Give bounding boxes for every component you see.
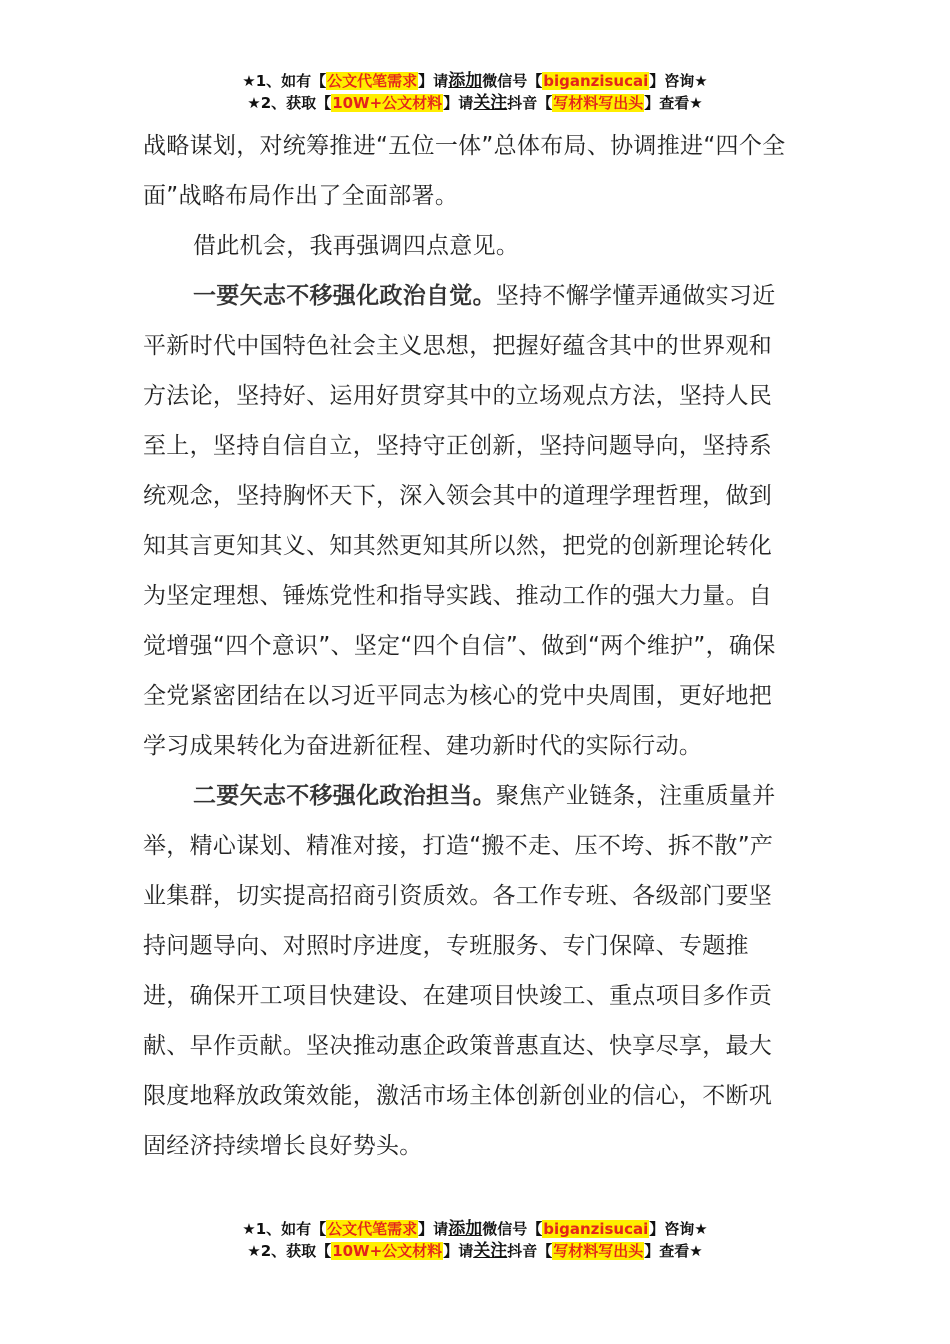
footer-highlight-service: 公文代笔需求 bbox=[327, 1220, 418, 1238]
footer-highlight-douyin: 写材料写出头 bbox=[553, 1242, 644, 1260]
footer-banner bbox=[0, 1218, 950, 1262]
paragraph-3-text: 坚持不懈学懂弄通做实习近平新时代中国特色社会主义思想，把握好蕴含其中的世界观和方法论，坚持好、运用好贯穿其中的立场观点方法，坚持人民至上，坚持自信自立，坚持守正创新，坚持问题导向，坚持系统观念，坚持胸怀天下，深入领会其中的道理学理哲理，做到知其言更知其义、知其然更知其所以然，把党的创新理论转化为坚定理想、锤炼党性和指导实践、推动工作的强大力量。自觉增强“四个意识”、坚定“四个自信”、做到“两个维护”，确保全党紧密团结在以习近平同志为核心的党中央周围，更好地把学习成果转化为奋进新征程、建功新时代的实际行动。 bbox=[143, 283, 776, 759]
banner-highlight-service: 公文代笔需求 bbox=[327, 72, 418, 90]
banner-highlight-douyin: 写材料写出头 bbox=[553, 94, 644, 112]
paragraph-1: 战略谋划，对统筹推进“五位一体”总体布局、协调推进“四个全面”战略布局作出了全面部署。 bbox=[143, 133, 786, 209]
footer-banner-line-1: ★1、如有【公文代笔需求】请添加微信号【biganzisucai】咨询★ bbox=[242, 1219, 708, 1239]
header-banner bbox=[0, 70, 950, 114]
banner-highlight-materials: 10W+公文材料 bbox=[332, 94, 443, 112]
footer-highlight-wechat-id: biganzisucai bbox=[543, 1220, 649, 1238]
banner-line-1: ★1、如有【公文代笔需求】请添加微信号【biganzisucai】咨询★ bbox=[242, 71, 708, 91]
footer-banner-line-2: ★2、获取【10W+公文材料】请关注抖音【写材料写出头】查看★ bbox=[247, 1241, 703, 1261]
paragraph-4-heading: 二要矢志不移强化政治担当。 bbox=[193, 783, 496, 809]
paragraph-4-text: 聚焦产业链条，注重质量并举，精心谋划、精准对接，打造“搬不走、压不垮、拆不散”产业集群，切实提高招商引资质效。各工作专班、各级部门要坚持问题导向、对照时序进度，专班服务、专门保障、专题推进，确保开工项目快建设、在建项目快竣工、重点项目多作贡献、早作贡献。坚决推动惠企政策普惠直达、快享尽享，最大限度地释放政策效能，激活市场主体创新创业的信心，不断巩固经济持续增长良好势头。 bbox=[143, 783, 776, 1159]
paragraph-2: 借此机会，我再强调四点意见。 bbox=[193, 233, 520, 259]
banner-highlight-wechat-id: biganzisucai bbox=[543, 72, 649, 90]
paragraph-4 bbox=[143, 771, 793, 1171]
footer-highlight-materials: 10W+公文材料 bbox=[332, 1242, 443, 1260]
paragraph-3-heading: 一要矢志不移强化政治自觉。 bbox=[193, 283, 496, 309]
document-body bbox=[143, 121, 793, 1171]
banner-line-2: ★2、获取【10W+公文材料】请关注抖音【写材料写出头】查看★ bbox=[247, 93, 703, 113]
paragraph-3 bbox=[143, 271, 793, 771]
